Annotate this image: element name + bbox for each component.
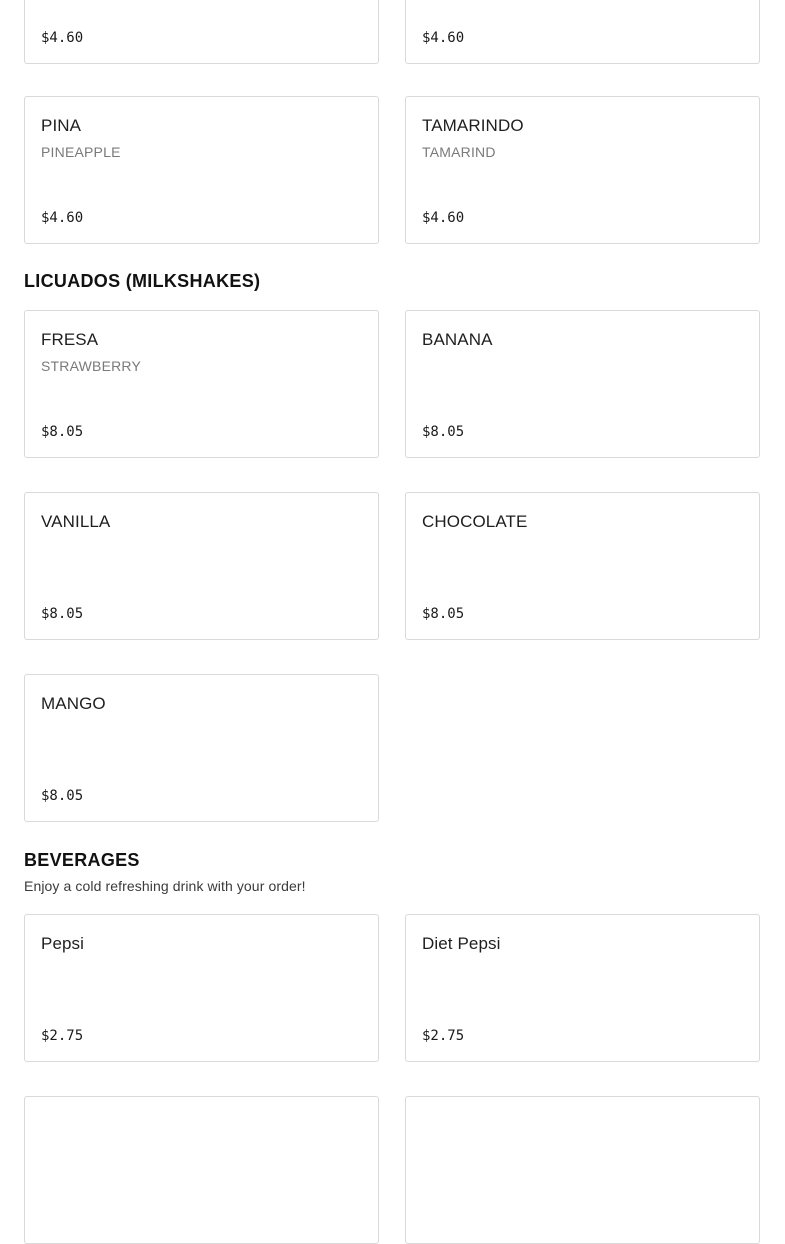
menu-item-price: $4.60	[41, 210, 84, 226]
menu-item-card[interactable]	[24, 492, 379, 640]
menu-item-name: TAMARINDO	[422, 116, 524, 135]
menu-item-price: $2.75	[41, 1028, 84, 1044]
menu-item-card[interactable]	[24, 1096, 379, 1244]
menu-item-name: PINA	[41, 116, 82, 135]
menu-item-price: $8.05	[41, 424, 84, 440]
menu-item-name: CHOCOLATE	[422, 512, 528, 531]
menu-item-price: $4.60	[422, 210, 465, 226]
menu-item-name: Diet Pepsi	[422, 934, 501, 953]
menu-item-price: $8.05	[422, 606, 465, 622]
menu-item-description: PINEAPPLE	[41, 144, 121, 160]
menu-item-description: STRAWBERRY	[41, 358, 142, 374]
menu-item-name: VANILLA	[41, 512, 111, 531]
menu-item-price: $2.75	[422, 1028, 465, 1044]
menu-item-card[interactable]	[24, 914, 379, 1062]
menu-item-card[interactable]	[405, 914, 760, 1062]
menu-item-card[interactable]	[24, 310, 379, 458]
menu-item-name: MANGO	[41, 694, 106, 713]
menu-item-price: $8.05	[41, 788, 84, 804]
menu-item-card[interactable]	[24, 674, 379, 822]
menu-item-card[interactable]	[405, 0, 760, 64]
menu-item-name: Pepsi	[41, 934, 85, 953]
menu-item-description: TAMARIND	[422, 144, 496, 160]
menu-item-card[interactable]	[405, 96, 760, 244]
menu-item-price: $4.60	[422, 30, 465, 46]
menu-item-name: BANANA	[422, 330, 493, 349]
section-subtitle-beverages: Enjoy a cold refreshing drink with your order!	[24, 878, 306, 894]
menu-item-price: $4.60	[41, 30, 84, 46]
menu-item-card[interactable]	[405, 1096, 760, 1244]
menu-item-card[interactable]	[405, 492, 760, 640]
section-title-beverages: BEVERAGES	[24, 850, 140, 870]
menu-item-card[interactable]	[24, 96, 379, 244]
menu-item-card[interactable]	[405, 310, 760, 458]
menu-item-price: $8.05	[422, 424, 465, 440]
menu-item-card[interactable]	[24, 0, 379, 64]
menu-item-name: FRESA	[41, 330, 99, 349]
menu-item-price: $8.05	[41, 606, 84, 622]
section-title-licuados: LICUADOS (MILKSHAKES)	[24, 271, 261, 291]
